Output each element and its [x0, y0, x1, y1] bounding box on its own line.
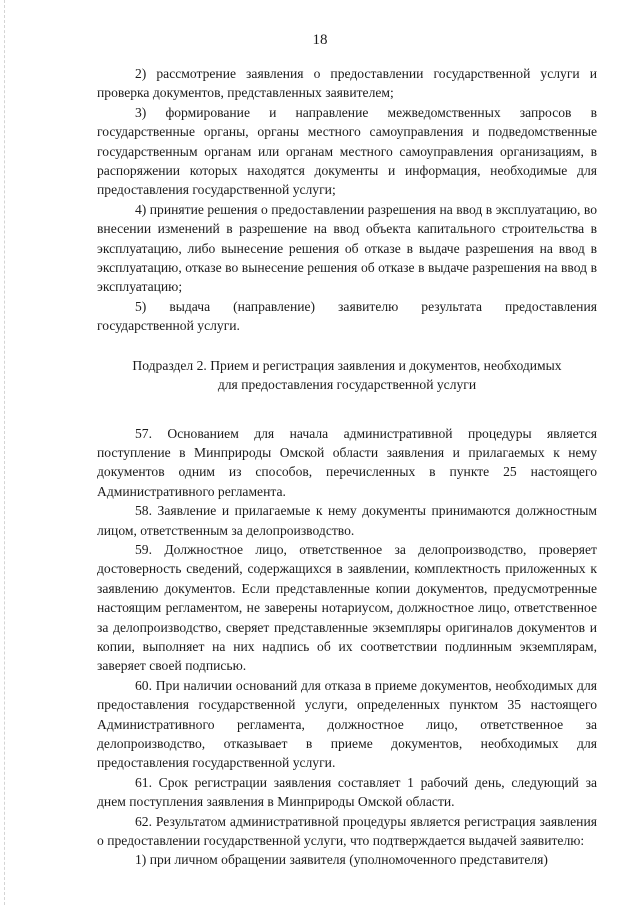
page-number: 18 — [312, 32, 328, 48]
clause-57: 57. Основанием для начала административной процедуры является поступление в Минприроды Омской области заявления и прилагаемых к нему документов одним из способов, перечисленных в пункте 25 настоящего Административного регламента. — [97, 425, 597, 499]
clause-58: 58. Заявление и прилагаемые к нему документы принимаются должностным лицом, ответственным за делопроизводство. — [97, 503, 597, 538]
subsection-heading-line1: Подраздел 2. Прием и регистрация заявления и документов, необходимых — [132, 357, 562, 373]
clause-59: 59. Должностное лицо, ответственное за делопроизводство, проверяет достоверность сведений, содержащихся в заявлении, комплектность приложенных к заявлению документов. Если представленные копии документов, предусмотренные настоящим регламентом, не заверены нотариусом, должностное лицо, ответственное за делопроизводство, сверяет представленные экземпляры оригиналов документов и копии, выполняет на них надпись об их соответствии подлинным экземплярам, заверяет своей подписью. — [97, 541, 597, 674]
document-body — [97, 64, 597, 870]
clause-60: 60. При наличии оснований для отказа в приеме документов, необходимых для предоставления государственной услуги, определенных пунктом 35 настоящего Административного регламента, должностное лицо, ответственное за делопроизводство, отказывает в приеме документов, необходимых для предоставления государственной услуги. — [97, 677, 597, 771]
subsection-heading — [97, 356, 597, 395]
clause-61: 61. Срок регистрации заявления составляет 1 рабочий день, следующий за днем поступления заявления в Минприроды Омской области. — [97, 774, 597, 810]
paragraph-5: 5) выдача (направление) заявителю результата предоставления государственной услуги. — [97, 298, 597, 334]
paragraph-4: 4) принятие решения о предоставлении разрешения на ввод в эксплуатацию, во внесении изменений в разрешение на ввод объекта капитального строительства в эксплуатацию, либо вынесение решения об отказе в выдаче разрешения на ввод в эксплуатацию, отказе во вынесение решения об отказе в выдаче разрешения на ввод в эксплуатацию; — [97, 201, 597, 295]
paragraph-2: 2) рассмотрение заявления о предоставлении государственной услуги и проверка документов, представленных заявителем; — [97, 66, 597, 101]
paragraph-3: 3) формирование и направление межведомственных запросов в государственные органы, органы местного самоуправления и подведомственные государственным органам или органам местного самоуправления организациям, в распоряжении которых находятся документы и информация, необходимые для предоставления государственной услуги; — [97, 104, 597, 198]
clause-62-item-1: 1) при личном обращении заявителя (уполномоченного представителя) — [135, 852, 548, 868]
clause-62: 62. Результатом административной процедуры является регистрация заявления о предоставлении государственной услуги, что подтверждается выдачей заявителю: — [97, 813, 597, 849]
subsection-heading-line2: для предоставления государственной услуги — [217, 377, 477, 393]
scan-edge-line — [4, 0, 5, 905]
